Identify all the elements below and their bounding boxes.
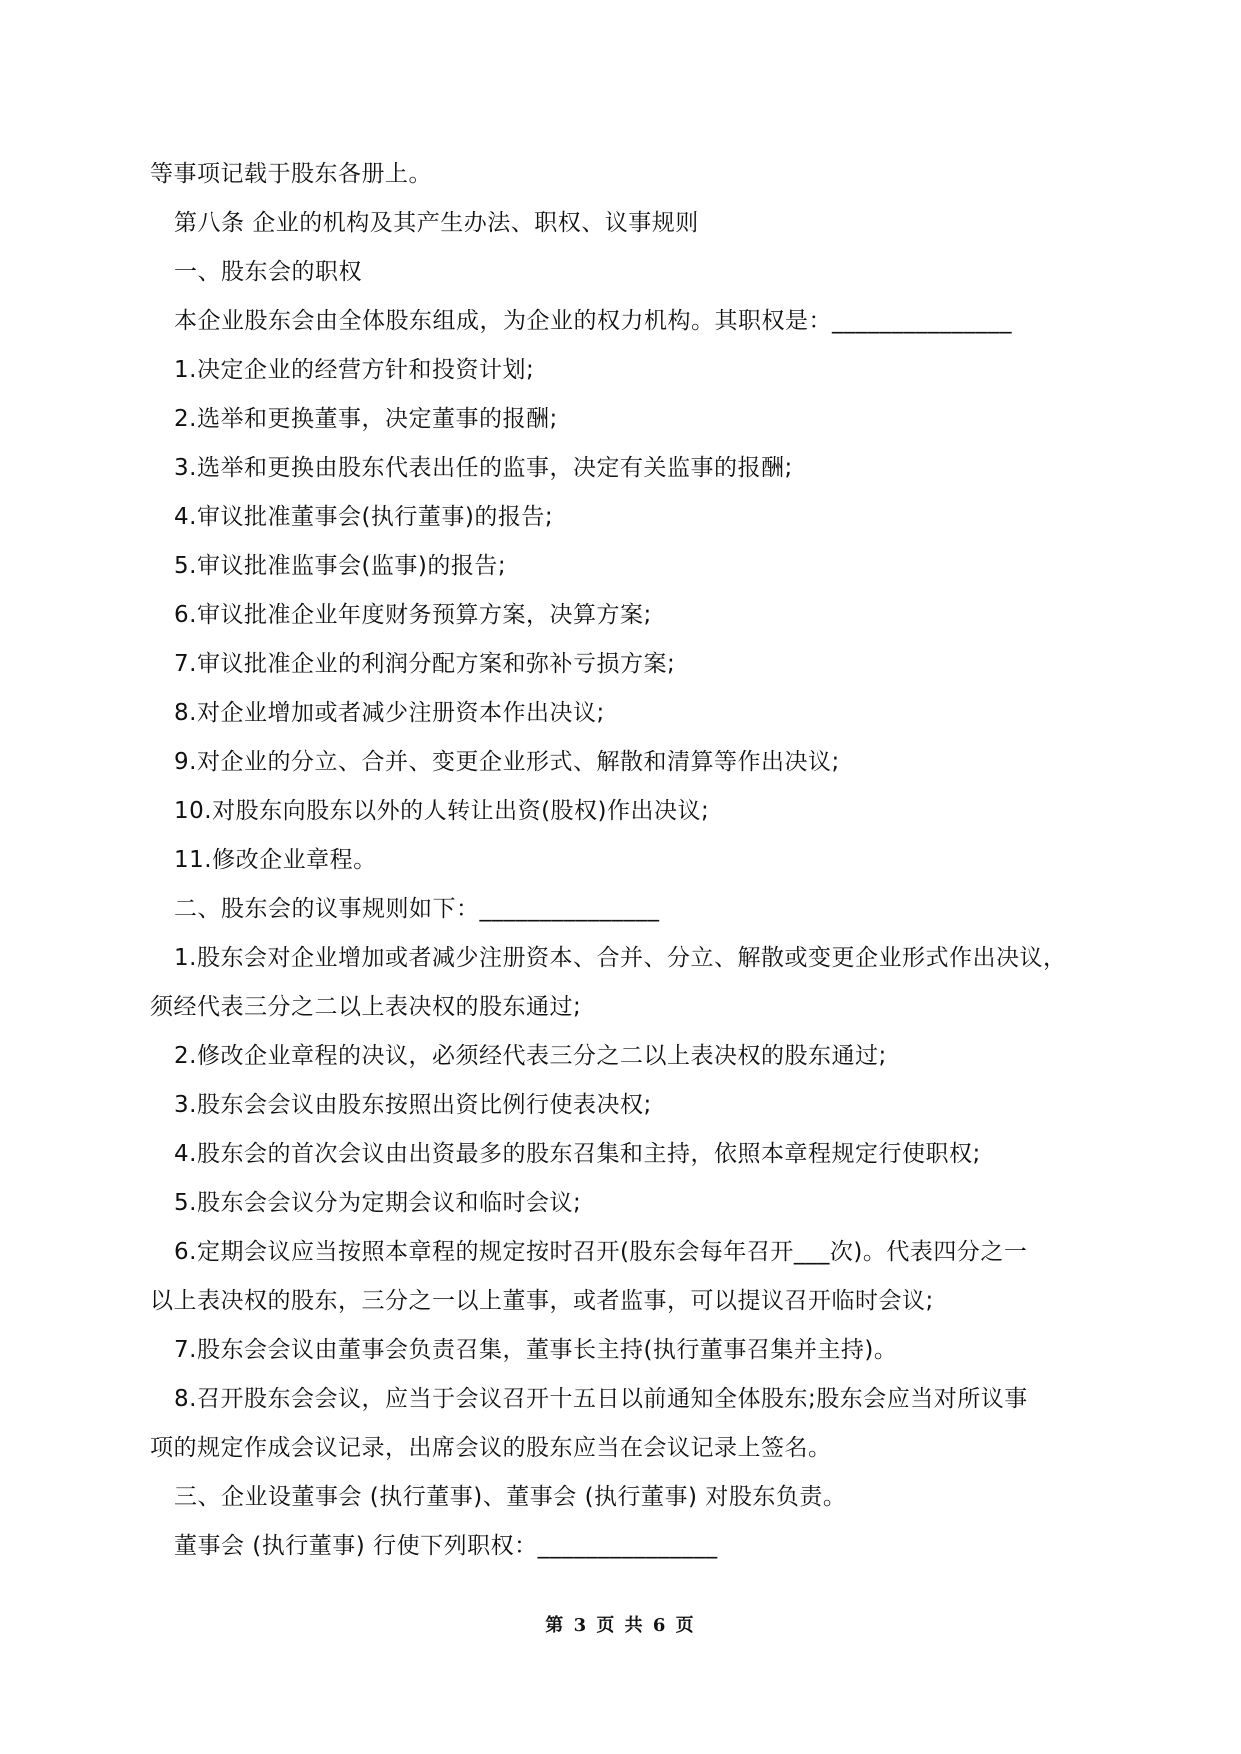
paragraph: 5.股东会会议分为定期会议和临时会议; — [174, 1190, 582, 1216]
paragraph: 10.对股东向股东以外的人转让出资(股权)作出决议; — [174, 798, 710, 824]
paragraph: 二、股东会的议事规则如下：_______________ — [174, 896, 660, 922]
paragraph: 8.对企业增加或者减少注册资本作出决议; — [174, 700, 605, 726]
paragraph: 7.审议批准企业的利润分配方案和弥补亏损方案; — [174, 651, 676, 677]
paragraph: 三、企业设董事会 (执行董事)、董事会 (执行董事) 对股东负责。 — [174, 1484, 847, 1510]
page-number-footer: 第 3 页 共 6 页 — [545, 1615, 696, 1636]
paragraph: 4.审议批准董事会(执行董事)的报告; — [174, 504, 554, 530]
paragraph: 2.选举和更换董事，决定董事的报酬; — [174, 406, 558, 432]
paragraph: 第八条 企业的机构及其产生办法、职权、议事规则 — [174, 210, 699, 236]
paragraph: 9.对企业的分立、合并、变更企业形式、解散和清算等作出决议; — [174, 749, 840, 775]
paragraph: 1.股东会对企业增加或者减少注册资本、合并、分立、解散或变更企业形式作出决议， — [174, 945, 1067, 971]
paragraph: 等事项记载于股东各册上。 — [150, 161, 432, 187]
paragraph: 以上表决权的股东，三分之一以上董事，或者监事，可以提议召开临时会议; — [150, 1288, 934, 1314]
paragraph: 11.修改企业章程。 — [174, 847, 377, 873]
paragraph: 1.决定企业的经营方针和投资计划; — [174, 357, 535, 383]
paragraph: 7.股东会会议由董事会负责召集，董事长主持(执行董事召集并主持)。 — [174, 1337, 898, 1363]
paragraph: 5.审议批准监事会(监事)的报告; — [174, 553, 507, 579]
paragraph: 3.股东会会议由股东按照出资比例行使表决权; — [174, 1092, 652, 1118]
paragraph: 4.股东会的首次会议由出资最多的股东召集和主持，依照本章程规定行使职权; — [174, 1141, 981, 1167]
paragraph: 3.选举和更换由股东代表出任的监事，决定有关监事的报酬; — [174, 455, 793, 481]
paragraph: 6.审议批准企业年度财务预算方案，决算方案; — [174, 602, 652, 628]
paragraph: 须经代表三分之二以上表决权的股东通过; — [150, 994, 582, 1020]
paragraph: 6.定期会议应当按照本章程的规定按时召开(股东会每年召开___次)。代表四分之一 — [174, 1239, 1028, 1265]
paragraph: 本企业股东会由全体股东组成，为企业的权力机构。其职权是：_______________ — [174, 308, 1012, 334]
document-body — [150, 150, 1100, 1571]
paragraph: 一、股东会的职权 — [174, 259, 362, 285]
paragraph: 项的规定作成会议记录，出席会议的股东应当在会议记录上签名。 — [150, 1435, 832, 1461]
paragraph: 2.修改企业章程的决议，必须经代表三分之二以上表决权的股东通过; — [174, 1043, 887, 1069]
paragraph: 8.召开股东会会议，应当于会议召开十五日以前通知全体股东;股东会应当对所议事 — [174, 1386, 1028, 1412]
paragraph: 董事会 (执行董事) 行使下列职权：_______________ — [174, 1533, 718, 1559]
